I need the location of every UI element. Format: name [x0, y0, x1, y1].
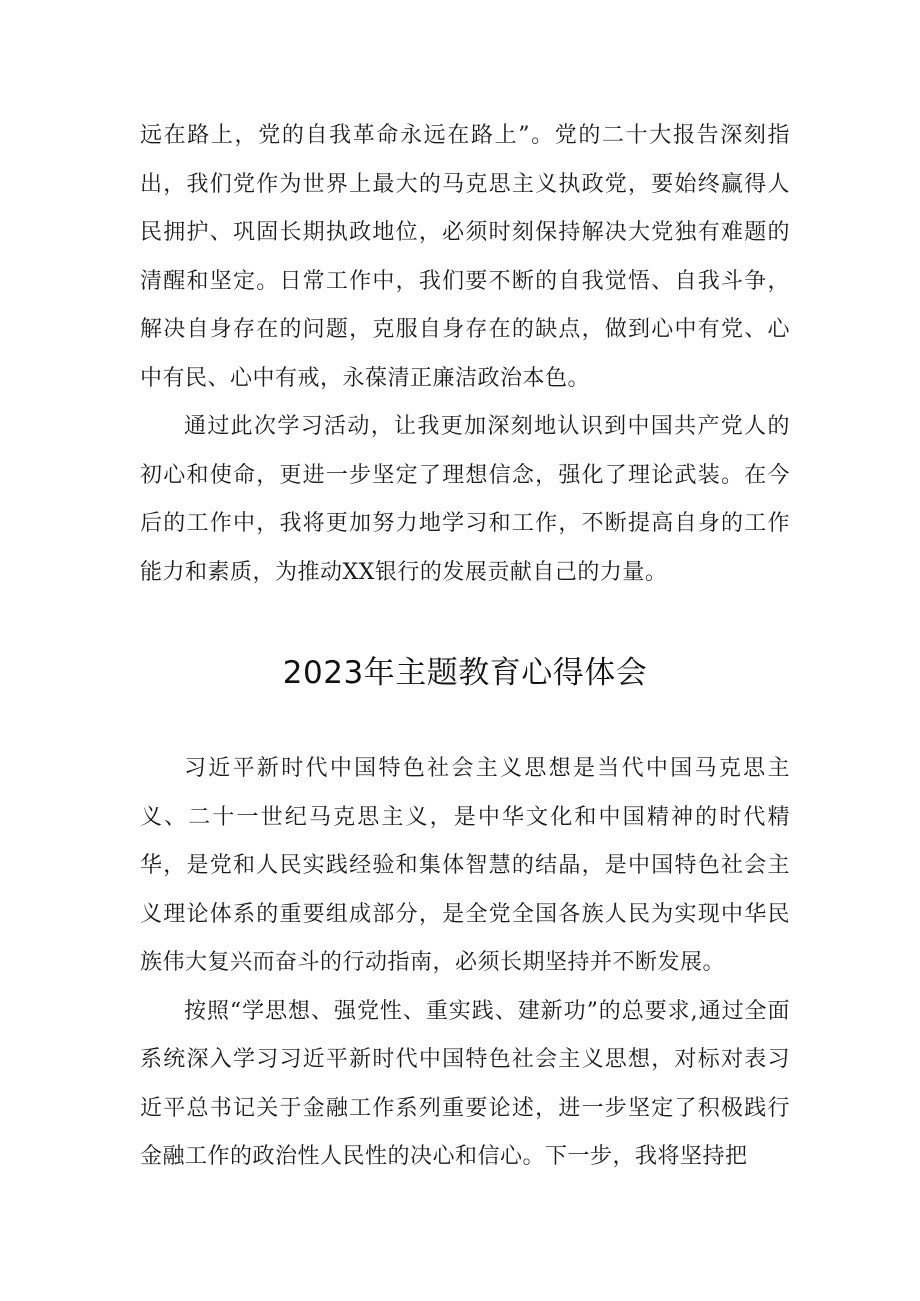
paragraph-learning-summary: 通过此次学习活动，让我更加深刻地认识到中国共产党人的初心和使命，更进一步坚定了理想信念，强化了理论武装。在今后的工作中，我将更加努力地学习和工作，不断提高自身的工作能力和素质，为推动XX银行的发展贡献自己的力量。 — [140, 414, 790, 585]
paragraph-continued: 远在路上，党的自我革命永远在路上”。党的二十大报告深刻指出，我们党作为世界上最大的马克思主义执政党，要始终赢得人民拥护、巩固长期执政地位，必须时刻保持解决大党独有难题的清醒和坚定。日常工作中，我们要不断的自我觉悟、自我斗争，解决自身存在的问题，克服自身存在的缺点，做到心中有党、心中有民、心中有戒，永葆清正廉洁政治本色。 — [140, 123, 790, 391]
section-title: 2023年主题教育心得体会 — [282, 655, 648, 691]
paragraph-ideology: 习近平新时代中国特色社会主义思想是当代中国马克思主义、二十一世纪马克思主义，是中华文化和中国精神的时代精华，是党和人民实践经验和集体智慧的结晶，是中国特色社会主义理论体系的重要组成部分，是全党全国各族人民为实现中华民族伟大复兴而奋斗的行动指南，必须长期坚持并不断发展。 — [140, 756, 790, 975]
paragraph-requirements: 按照“学思想、强党性、重实践、建新功”的总要求,通过全面系统深入学习习近平新时代中国特色社会主义思想，对标对表习近平总书记关于金融工作系列重要论述，进一步坚定了积极践行金融工作的政治性人民性的决心和信心。下一步，我将坚持把 — [140, 998, 790, 1169]
document-page — [140, 112, 790, 1182]
